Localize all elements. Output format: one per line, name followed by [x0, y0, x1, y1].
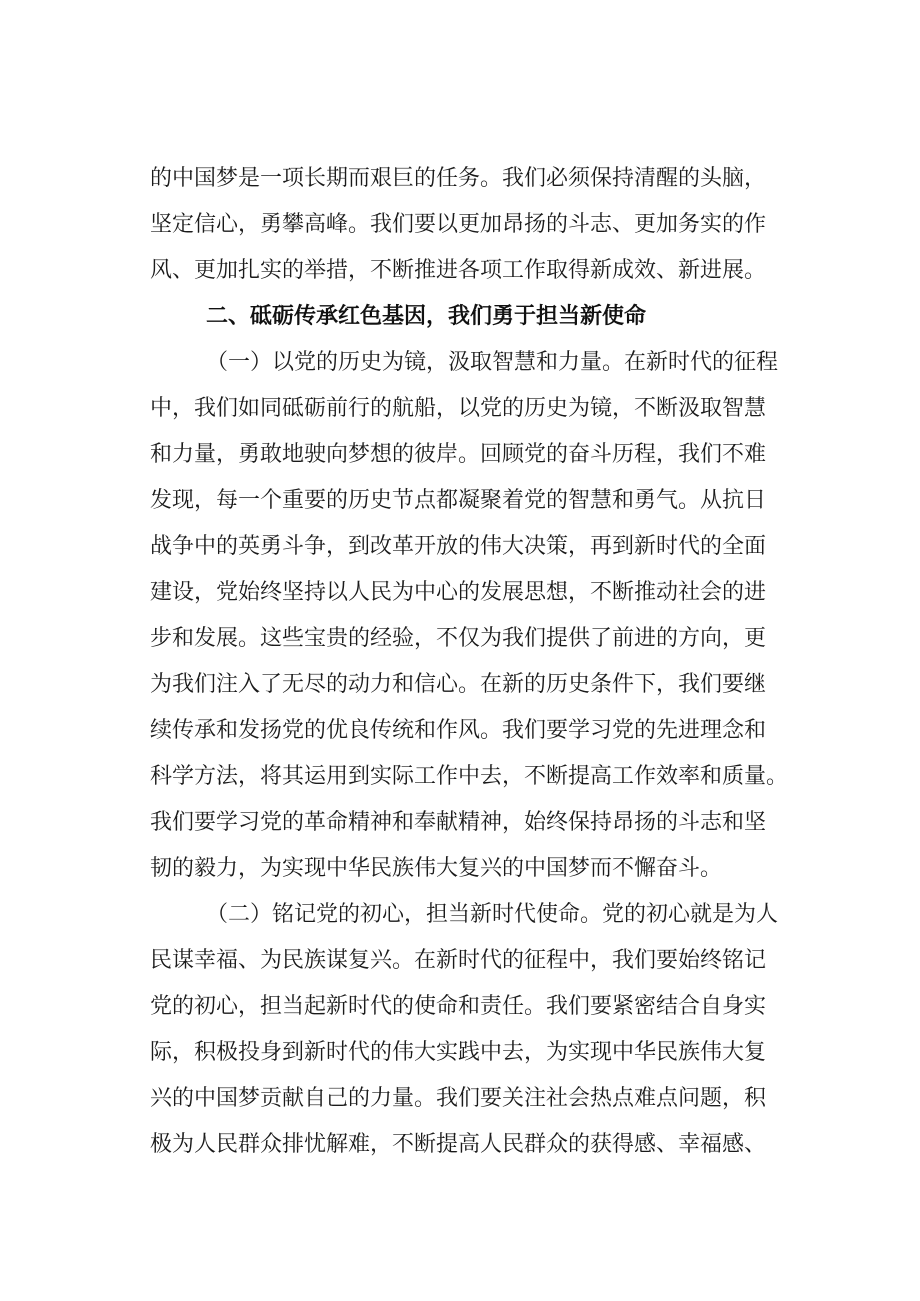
body-line: 坚定信心，勇攀高峰。我们要以更加昂扬的斗志、更加务实的作 — [150, 212, 767, 237]
section-heading: 二、砥砺传承红色基因，我们勇于担当新使命 — [206, 304, 647, 329]
body-line: 的中国梦是一项长期而艰巨的任务。我们必须保持清醒的头脑， — [150, 166, 767, 191]
body-line: 风、更加扎实的举措，不断推进各项工作取得新成效、新进展。 — [150, 258, 767, 283]
body-line: 科学方法，将其运用到实际工作中去，不断提高工作效率和质量。 — [150, 764, 789, 789]
body-line: 为我们注入了无尽的动力和信心。在新的历史条件下，我们要继 — [150, 672, 767, 697]
body-line: 步和发展。这些宝贵的经验，不仅为我们提供了前进的方向，更 — [150, 626, 767, 651]
document-body — [150, 156, 810, 1168]
body-line: 建设，党始终坚持以人民为中心的发展思想，不断推动社会的进 — [150, 580, 767, 605]
body-line: 兴的中国梦贡献自己的力量。我们要关注社会热点难点问题，积 — [150, 1086, 767, 1111]
body-line: 民谋幸福、为民族谋复兴。在新时代的征程中，我们要始终铭记 — [150, 948, 767, 973]
body-line: 党的初心，担当起新时代的使命和责任。我们要紧密结合自身实 — [150, 994, 767, 1019]
paragraph-first-line: （一）以党的历史为镜，汲取智慧和力量。在新时代的征程 — [206, 350, 779, 375]
body-line: 极为人民群众排忧解难，不断提高人民群众的获得感、幸福感、 — [150, 1132, 767, 1157]
body-line: 际，积极投身到新时代的伟大实践中去，为实现中华民族伟大复 — [150, 1040, 767, 1065]
body-line: 发现，每一个重要的历史节点都凝聚着党的智慧和勇气。从抗日 — [150, 488, 767, 513]
body-line: 韧的毅力，为实现中华民族伟大复兴的中国梦而不懈奋斗。 — [150, 856, 723, 881]
body-line: 和力量，勇敢地驶向梦想的彼岸。回顾党的奋斗历程，我们不难 — [150, 442, 767, 467]
body-line: 战争中的英勇斗争，到改革开放的伟大决策，再到新时代的全面 — [150, 534, 767, 559]
paragraph-first-line: （二）铭记党的初心，担当新时代使命。党的初心就是为人 — [206, 902, 779, 927]
body-line: 续传承和发扬党的优良传统和作风。我们要学习党的先进理念和 — [150, 718, 767, 743]
body-line: 我们要学习党的革命精神和奉献精神，始终保持昂扬的斗志和坚 — [150, 810, 767, 835]
body-line: 中，我们如同砥砺前行的航船，以党的历史为镜，不断汲取智慧 — [150, 396, 767, 421]
